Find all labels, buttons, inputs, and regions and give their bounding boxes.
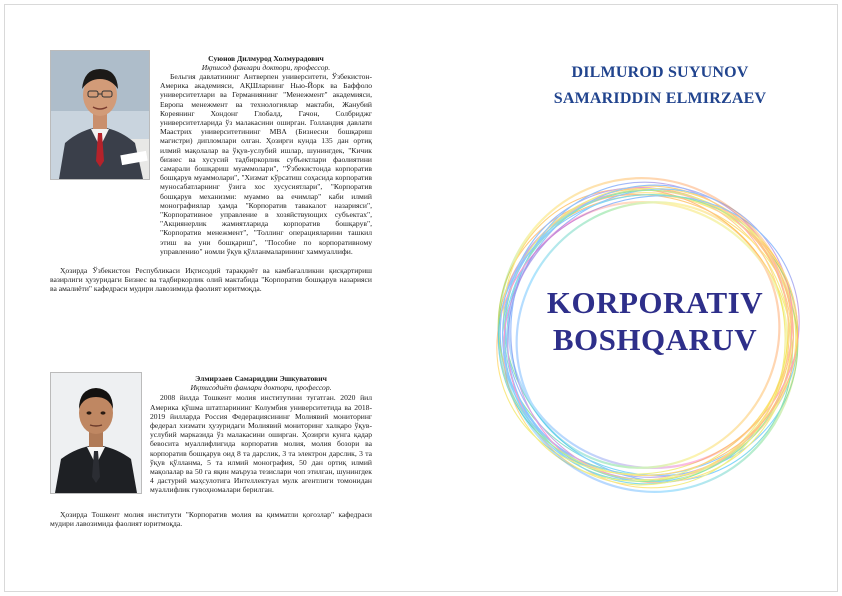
author1-bio-text <box>50 72 372 256</box>
author1-name: Суюнов Дилмурод Холмурадович <box>208 54 324 63</box>
author2-bio <box>150 374 372 495</box>
cover-title-line-1: KORPORATIV <box>546 285 764 320</box>
author2-bio-paragraph-2: Ҳозирда Тошкент молия институти "Корпоратив молия ва қимматли қоғозлар" кафедраси мудири лавозимида фаолият юритмоқда. <box>50 510 372 529</box>
cover-author-1: DILMUROD SUYUNOV <box>571 64 749 81</box>
cover-title-line-2: BOSHQARUV <box>552 322 758 357</box>
cover-author-2: SAMARIDDIN ELMIRZAEV <box>553 90 767 107</box>
author2-name: Элмирзаев Самариддин Эшкуватович <box>195 374 327 383</box>
author1-bio-paragraph-2: Ҳозирда Ўзбекистон Республикаси Иқтисодий тараққиёт ва камбағалликни қисқартириш вазирлиги ҳузуридаги Бизнес ва тадбиркорлик олий мактабида "Корпоратив бошқарув назарияси ва амалиёти" кафедраси мудири лавозимида фаолият юритмоқда. <box>50 266 372 294</box>
author1-bio-paragraph: Бельгия давлатининг Антверпен университети, Ўзбекистон-Америка академияси, АҚШларнинг Нью-Йорк ва Баффоло университетлари ва Германиянинг "Менежмент" академияси, Европа менежмент ва технологиялар мактаби, Жанубий Кореянинг Хондонг Глобалд, Гачон, Солбриджг университетларида ўз малакасини оширган. Голландия давлати Маастрих университетининг MBA (Бизнесни бошқариш магистри) дипломлари олган. Ҳозирги кунда 135 дан ортиқ илмий мақолалар ва ўқув-услубий ишлар, шунингдек, "Кичик бизнес ва хусусий тадбиркорлик субъектлари фаолиятини самарали бошқариш муаммолари", "Ўзбекистонда корпоратив бошқарув муаммолари", "Хизмат кўрсатиш соҳасида корпоратив муносабатларнинг ўзига хос хусусиятлари", "Корпоратив бошқарув механизми: муаммо ва ечимлар" каби илмий монографиялар ҳамда "Корпоратив тавакалот назарияси", "Корпоративное управление в хозяйствующих субъектах", "Акциянерлик жамиятларида корпоратив бошқарув", "Корпоратив менежмент", "Толлинг операцияларини ташкил этиш ва уни бошқариш", "Пособие по корпоративному управлению" номли ўқув қўлланмаларининг хаммуаллифи. <box>160 72 372 256</box>
author2-bio-current <box>50 510 372 528</box>
author1-bio-current <box>50 266 372 294</box>
author2-bio-paragraph: 2008 йилда Тошкент молия институтини тугатган. 2020 йил Америка қўшма штатларининг Колумбия университетида ва 2018-2019 йилларда Россия Федерациясининг Молиявий мониторинг федерал хизмати ҳузуридаги Молиявий мониторинг халқаро ўқув-услубий марказида ўз малакасини оширган. Ҳозирги кунга қадар бевосита муаллифлигида корпоратив молия, молия бозори ва корпоратив бошқарув оид 8 та дарслик, 3 та электрон дарслик, 3 та ўқув қўлланма, 5 та илмий монография, 50 дан ортиқ илмий мақолалар ва 50 га яқин маъруза тезислари чоп этилган, шунингдек 4 дастурий маҳсулотига Интеллектуал мулк агентлиги томонидан муаллифлик гувоҳномалари берилган. <box>150 393 372 495</box>
author2-photo <box>50 372 142 494</box>
author1-bio <box>160 54 372 72</box>
author2-role: Иқтисодиёт фанлари доктори, профессор. <box>190 383 332 393</box>
author1-role: Иқтисод фанлари доктори, профессор. <box>201 63 331 73</box>
